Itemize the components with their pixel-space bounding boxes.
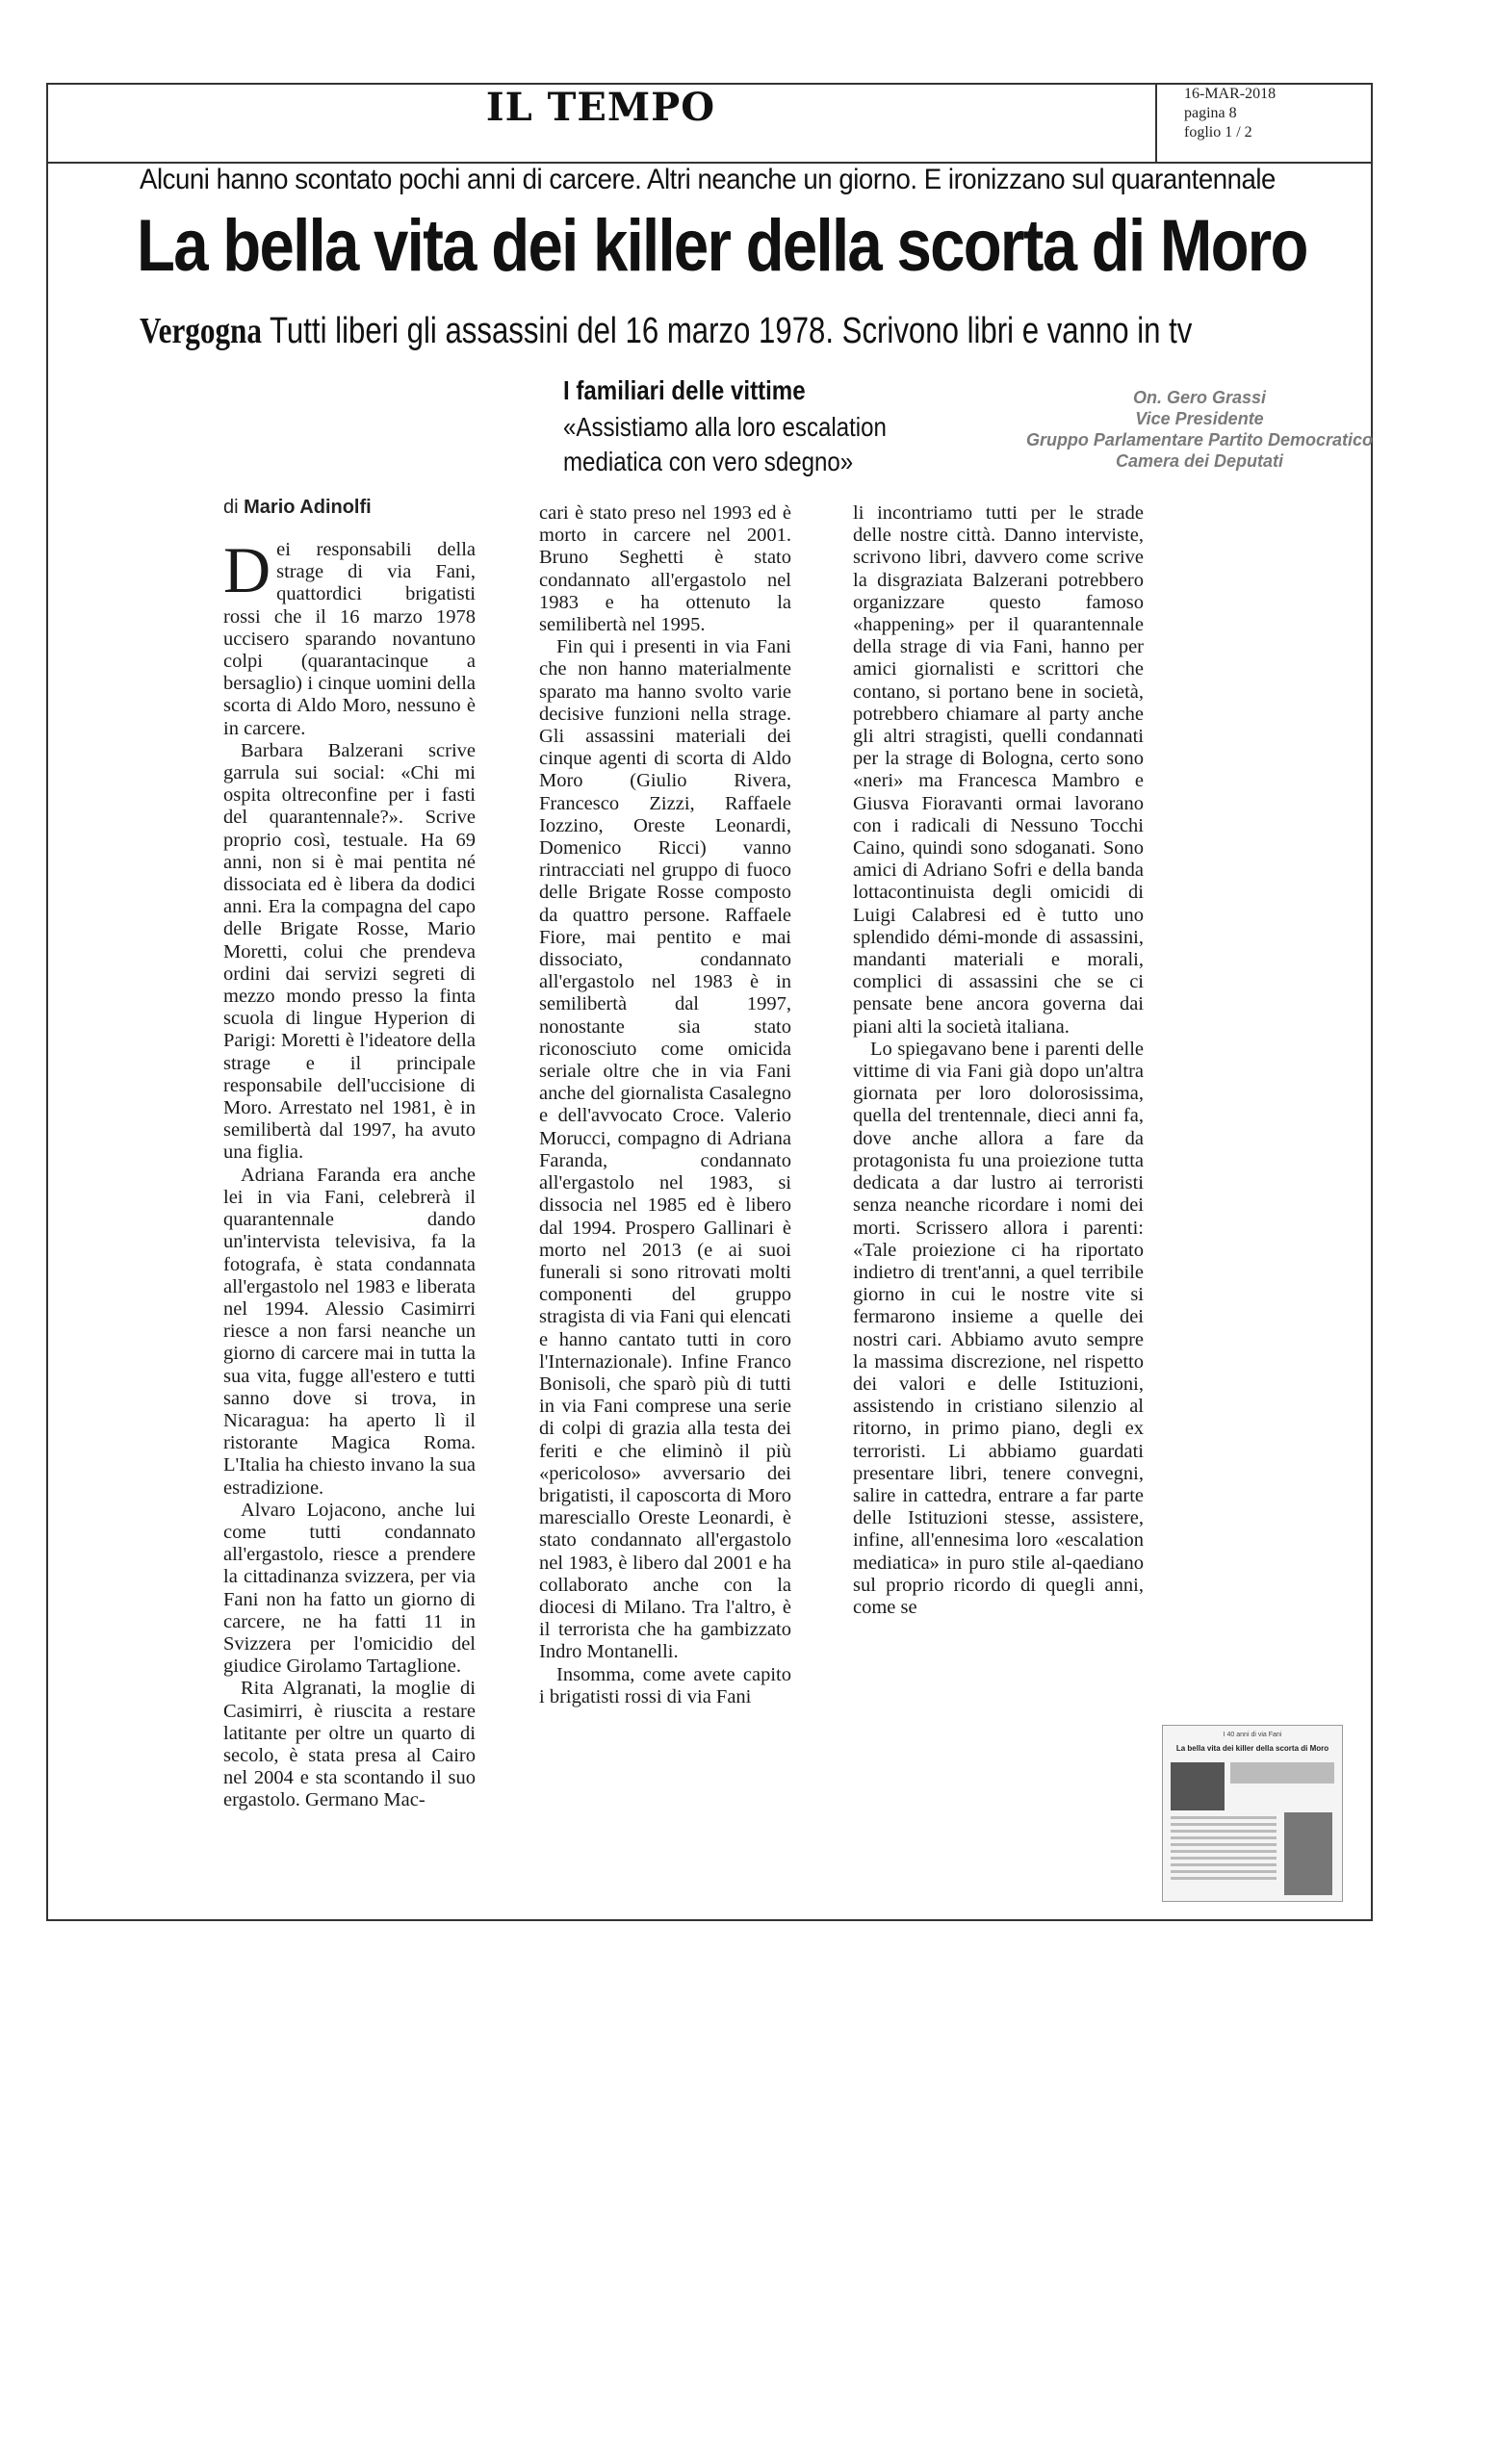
paragraph: Dei responsabili della strage di via Fani, quattordici brigatisti rossi che il 16 marzo 1978 uccisero sparando novantuno colpi (quarantacinque a bersaglio) i cinque uomini della scorta di Aldo Moro, nessuno è in carcere.	[223, 533, 476, 739]
paragraph: Rita Algranati, la moglie di Casimirri, è riuscita a restare latitante per oltre un quarto di secolo, è stata presa al Cairo nel 2004 e sta scontando il suo ergastolo. Germano Mac-	[223, 1678, 476, 1811]
pull-quote-title: I familiari delle vittime	[563, 375, 806, 405]
paragraph: Barbara Balzerani scrive garrula sui social: «Chi mi ospita oltreconfine per i fasti del quarantennale?». Scrive proprio così, testuale. Ha 69 anni, non si è mai pentita né dissociata ed è libera da dodici anni. Era la compagna del capo delle Brigate Rosse, Mario Moretti, colui che prendeva ordini dai servizi segreti di mezzo mondo presso la finta scuola di lingue Hyperion di Parigi: Moretti è l'ideatore della strage e il principale responsabile dell'uccisione di Moro. Arrestato nel 1981, è in semilibertà dal 1997, ha avuto una figlia.	[223, 739, 476, 1164]
page-number: pagina 8	[1184, 105, 1237, 121]
date-block	[1155, 83, 1373, 162]
thumbnail-photo	[1284, 1812, 1332, 1895]
byline	[223, 497, 372, 519]
newspaper-masthead: IL TEMPO	[485, 85, 716, 130]
drop-cap: D	[223, 533, 271, 606]
pull-quote-text: «Assistiamo alla loro escalation mediatica con vero sdegno»	[563, 412, 887, 476]
byline-prefix: di	[223, 497, 245, 518]
overline: Alcuni hanno scontato pochi anni di carcere. Altri neanche un giorno. E ironizzano sul quarantennale	[140, 164, 1276, 195]
article-column-3	[853, 502, 1144, 1619]
thumbnail-caption: I 40 anni di via Fani	[1223, 1732, 1282, 1738]
thumbnail-headline: La bella vita dei killer della scorta di Moro	[1175, 1744, 1329, 1753]
office-stamp	[997, 387, 1402, 472]
thumbnail-image-block	[1230, 1762, 1334, 1784]
stamp-line-2: Vice Presidente	[1135, 409, 1264, 428]
paragraph: cari è stato preso nel 1993 ed è morto in carcere nel 2001. Bruno Seghetti è stato condannato all'ergastolo nel 1983 e ha ottenuto la semilibertà nel 1995.	[539, 502, 791, 636]
paragraph: li incontriamo tutti per le strade delle nostre città. Danno interviste, scrivono libri, davvero come scrive la disgraziata Balzerani potrebbero organizzare questo famoso «happening» per il quarantennale della strage di via Fani, hanno per amici giornalisti e scrittori che contano, si portano bene in società, potrebbero chiamare al party anche gli altri stragisti, quelli condannati per la strage di Bologna, certo sono «neri» ma Francesca Mambro e Giusva Fioravanti ormai lavorano con i radicali di Nessuno Tocchi Caino, quindi sono sdoganati. Sono amici di Adriano Sofri e della banda lottacontinuista degli omicidi di Luigi Calabresi ed è tutto uno splendido démi-monde di assassini, mandanti materiali e morali, complici di assassini che se ci pensate bene ancora governa dai piani alti la società italiana.	[853, 502, 1144, 1038]
article-column-2	[539, 502, 791, 1708]
thumbnail-image-block	[1171, 1762, 1225, 1810]
date-label: 16-MAR-2018	[1184, 86, 1277, 102]
paragraph: Insomma, come avete capito i brigatisti rossi di via Fani	[539, 1663, 791, 1707]
article-headline: La bella vita dei killer della scorta di Moro	[137, 205, 1307, 287]
paragraph: Alvaro Lojacono, anche lui come tutti condannato all'ergastolo, riesce a prendere la cittadinanza svizzera, per via Fani non ha fatto un giorno di carcere, ne ha fatti 11 in Svizzera per l'omicidio del giudice Girolamo Tartaglione.	[223, 1499, 476, 1678]
stamp-line-4: Camera dei Deputati	[1115, 451, 1284, 471]
paragraph: Adriana Faranda era anche lei in via Fani, celebrerà il quarantennale dando un'intervista televisiva, fa la fotografa, è stata condannata all'ergastolo nel 1983 e liberata nel 1994. Alessio Casimirri riesce a non farsi neanche un giorno di carcere mai in tutta la sua vita, fugge all'estero e tutti sanno dove si trova, in Nicaragua: ha aperto lì il ristorante Magica Roma. L'Italia ha chiesto invano la sua estradizione.	[223, 1164, 476, 1499]
pull-quote-box	[563, 375, 967, 479]
stamp-line-1: On. Gero Grassi	[1132, 388, 1267, 407]
paragraph: Fin qui i presenti in via Fani che non hanno materialmente sparato ma hanno svolto varie decisive funzioni nella strage. Gli assassini materiali dei cinque agenti di scorta di Aldo Moro (Giulio Rivera, Francesco Zizzi, Raffaele Iozzino, Oreste Leonardi, Domenico Ricci) vanno rintracciati nel gruppo di fuoco delle Brigate Rosse composto da quattro persone. Raffaele Fiore, mai pentito e mai dissociato, condannato all'ergastolo nel 1983 è in semilibertà dal 1997, nonostante sia stato riconosciuto come omicida seriale oltre che in via Fani anche del giornalista Casalegno e dell'avvocato Croce. Valerio Morucci, compagno di Adriana Faranda, condannato all'ergastolo nel 1983, si dissocia nel 1985 ed è libero dal 1994. Prospero Gallinari è morto nel 2013 (e ai suoi funerali si sono ritrovati molti componenti del gruppo stragista di via Fani qui elencati e hanno cantato tutti in coro l'Internazionale). Infine Franco Bonisoli, che sparò più di tutti in via Fani comprese una serie di colpi di grazia alla testa dei feriti e che eliminò il più «pericoloso» avversario dei brigatisti, il caposcorta di Moro maresciallo Oreste Leonardi, è stato condannato all'ergastolo nel 1983, è libero dal 2001 e ha collaborato anche con la diocesi di Milano. Tra l'altro, è il terrorista che ha gambizzato Indro Montanelli.	[539, 636, 791, 1663]
article-column-1	[223, 533, 476, 1812]
paragraph: Lo spiegavano bene i parenti delle vittime di via Fani già dopo un'altra giornata per loro dolorosissima, quella del trentennale, dieci anni fa, dove anche allora a fare da protagonista fu una proiezione tutta dedicata a dar lustro ai terroristi senza neanche ricordare i nomi dei morti. Scrissero allora i parenti: «Tale proiezione ci ha riportato indietro di trent'anni, a quel terribile giorno in cui le nostre vite si fermarono insieme a quelle dei nostri cari. Abbiamo avuto sempre la massima discrezione, nel rispetto dei valori e delle Istituzioni, assistendo in cristiano silenzio al ritorno, in primo piano, degli ex terroristi. Li abbiamo guardati presentare libri, tenere convegni, salire in cattedra, entrare a far parte delle Istituzioni stesse, assistere, infine, all'ennesima loro «escalation mediatica» in puro stile al-qaediano sul proprio ricordo di quegli anni, come se	[853, 1038, 1144, 1618]
byline-author: Mario Adinolfi	[244, 497, 372, 518]
subheadline-text: Tutti liberi gli assassini del 16 marzo 1978. Scrivono libri e vanno in tv	[261, 311, 1193, 351]
stamp-line-3: Gruppo Parlamentare Partito Democratico	[1025, 430, 1374, 449]
page-thumbnail	[1162, 1725, 1343, 1902]
subheadline	[140, 310, 1192, 352]
subheadline-lead: Vergogna	[140, 311, 262, 351]
sheet-number: foglio 1 / 2	[1184, 124, 1252, 141]
thumbnail-text-lines	[1171, 1816, 1277, 1884]
